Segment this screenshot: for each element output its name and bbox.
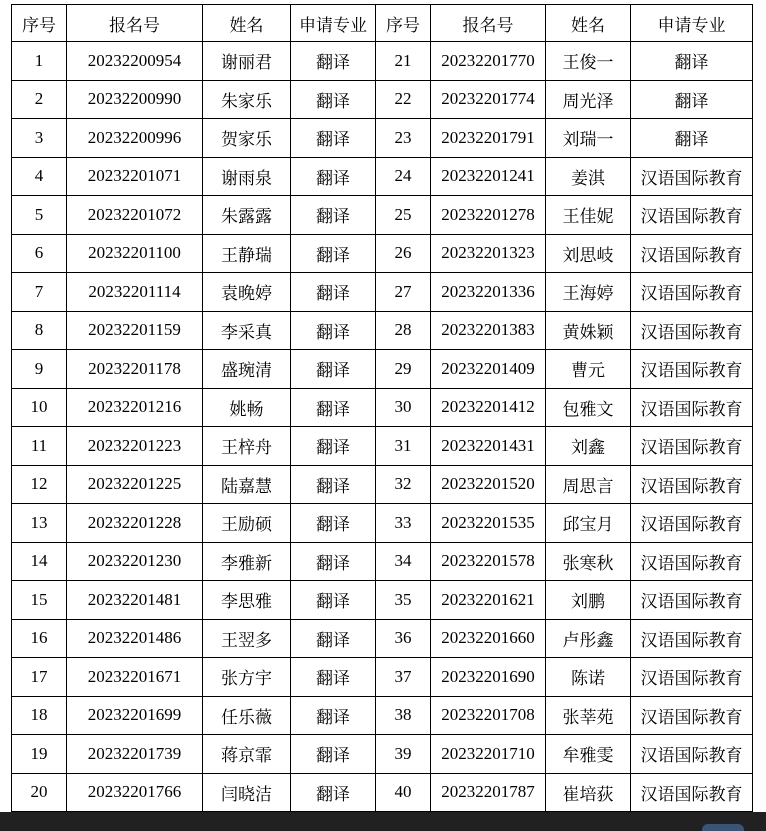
reg-cell: 20232201787 <box>431 773 546 812</box>
name-cell: 刘鹏 <box>546 581 631 620</box>
header-cell: 姓名 <box>203 5 291 42</box>
reg-cell: 20232201481 <box>67 581 203 620</box>
seq-cell: 26 <box>376 234 431 273</box>
name-cell: 崔培荻 <box>546 773 631 812</box>
major-cell: 翻译 <box>291 157 376 196</box>
reg-cell: 20232201114 <box>67 273 203 312</box>
name-cell: 王俊一 <box>546 42 631 81</box>
name-cell: 李采真 <box>203 311 291 350</box>
seq-cell: 4 <box>12 157 67 196</box>
name-cell: 姚畅 <box>203 388 291 427</box>
seq-cell: 30 <box>376 388 431 427</box>
name-cell: 朱露露 <box>203 196 291 235</box>
seq-cell: 9 <box>12 350 67 389</box>
name-cell: 张莘苑 <box>546 696 631 735</box>
name-cell: 谢雨泉 <box>203 157 291 196</box>
major-cell: 翻译 <box>291 273 376 312</box>
table-row <box>12 581 753 620</box>
name-cell: 姜淇 <box>546 157 631 196</box>
major-cell: 汉语国际教育 <box>631 696 753 735</box>
major-cell: 翻译 <box>291 619 376 658</box>
name-cell: 贺家乐 <box>203 119 291 158</box>
seq-cell: 31 <box>376 427 431 466</box>
seq-cell: 2 <box>12 80 67 119</box>
name-cell: 王静瑞 <box>203 234 291 273</box>
major-cell: 翻译 <box>291 80 376 119</box>
seq-cell: 16 <box>12 619 67 658</box>
seq-cell: 35 <box>376 581 431 620</box>
name-cell: 包雅文 <box>546 388 631 427</box>
seq-cell: 39 <box>376 735 431 774</box>
reg-cell: 20232201159 <box>67 311 203 350</box>
seq-cell: 11 <box>12 427 67 466</box>
major-cell: 翻译 <box>291 196 376 235</box>
header-row <box>12 5 753 42</box>
major-cell: 汉语国际教育 <box>631 234 753 273</box>
header-cell: 序号 <box>12 5 67 42</box>
table-row <box>12 234 753 273</box>
table-row <box>12 427 753 466</box>
major-cell: 翻译 <box>291 773 376 812</box>
table-row <box>12 696 753 735</box>
seq-cell: 20 <box>12 773 67 812</box>
table-row <box>12 350 753 389</box>
reg-cell: 20232201412 <box>431 388 546 427</box>
table-row <box>12 311 753 350</box>
reg-cell: 20232201100 <box>67 234 203 273</box>
header-cell: 报名号 <box>67 5 203 42</box>
reg-cell: 20232201071 <box>67 157 203 196</box>
major-cell: 翻译 <box>631 80 753 119</box>
major-cell: 翻译 <box>291 696 376 735</box>
seq-cell: 23 <box>376 119 431 158</box>
major-cell: 翻译 <box>291 119 376 158</box>
table-row <box>12 80 753 119</box>
header-cell: 姓名 <box>546 5 631 42</box>
reg-cell: 20232201770 <box>431 42 546 81</box>
seq-cell: 7 <box>12 273 67 312</box>
table-row <box>12 542 753 581</box>
seq-cell: 6 <box>12 234 67 273</box>
seq-cell: 3 <box>12 119 67 158</box>
seq-cell: 10 <box>12 388 67 427</box>
major-cell: 翻译 <box>291 542 376 581</box>
header-cell: 报名号 <box>431 5 546 42</box>
seq-cell: 24 <box>376 157 431 196</box>
reg-cell: 20232201228 <box>67 504 203 543</box>
table-row <box>12 504 753 543</box>
name-cell: 卢彤鑫 <box>546 619 631 658</box>
seq-cell: 27 <box>376 273 431 312</box>
major-cell: 汉语国际教育 <box>631 311 753 350</box>
table-row <box>12 658 753 697</box>
seq-cell: 40 <box>376 773 431 812</box>
name-cell: 王励硕 <box>203 504 291 543</box>
reg-cell: 20232201708 <box>431 696 546 735</box>
reg-cell: 20232201699 <box>67 696 203 735</box>
major-cell: 翻译 <box>291 465 376 504</box>
name-cell: 王佳妮 <box>546 196 631 235</box>
seq-cell: 14 <box>12 542 67 581</box>
name-cell: 李思雅 <box>203 581 291 620</box>
major-cell: 汉语国际教育 <box>631 350 753 389</box>
name-cell: 袁晚婷 <box>203 273 291 312</box>
header-cell: 序号 <box>376 5 431 42</box>
reg-cell: 20232201431 <box>431 427 546 466</box>
major-cell: 翻译 <box>291 735 376 774</box>
header-cell: 申请专业 <box>291 5 376 42</box>
reg-cell: 20232201223 <box>67 427 203 466</box>
header-cell: 申请专业 <box>631 5 753 42</box>
major-cell: 汉语国际教育 <box>631 581 753 620</box>
reg-cell: 20232201774 <box>431 80 546 119</box>
bottom-bar <box>0 812 766 831</box>
major-cell: 翻译 <box>291 234 376 273</box>
major-cell: 汉语国际教育 <box>631 735 753 774</box>
reg-cell: 20232201230 <box>67 542 203 581</box>
reg-cell: 20232201072 <box>67 196 203 235</box>
table-row <box>12 773 753 812</box>
name-cell: 牟雅雯 <box>546 735 631 774</box>
seq-cell: 34 <box>376 542 431 581</box>
name-cell: 张方宇 <box>203 658 291 697</box>
name-cell: 陈诺 <box>546 658 631 697</box>
table-row <box>12 465 753 504</box>
major-cell: 汉语国际教育 <box>631 157 753 196</box>
major-cell: 汉语国际教育 <box>631 273 753 312</box>
reg-cell: 20232201671 <box>67 658 203 697</box>
name-cell: 刘瑞一 <box>546 119 631 158</box>
name-cell: 闫晓洁 <box>203 773 291 812</box>
name-cell: 王翌多 <box>203 619 291 658</box>
name-cell: 黄姝颖 <box>546 311 631 350</box>
table-row <box>12 735 753 774</box>
seq-cell: 22 <box>376 80 431 119</box>
seq-cell: 12 <box>12 465 67 504</box>
major-cell: 翻译 <box>291 427 376 466</box>
major-cell: 汉语国际教育 <box>631 658 753 697</box>
major-cell: 汉语国际教育 <box>631 427 753 466</box>
major-cell: 翻译 <box>291 388 376 427</box>
reg-cell: 20232200990 <box>67 80 203 119</box>
reg-cell: 20232200996 <box>67 119 203 158</box>
table-row <box>12 273 753 312</box>
major-cell: 汉语国际教育 <box>631 465 753 504</box>
major-cell: 翻译 <box>631 119 753 158</box>
reg-cell: 20232201336 <box>431 273 546 312</box>
name-cell: 蒋京霏 <box>203 735 291 774</box>
seq-cell: 8 <box>12 311 67 350</box>
reg-cell: 20232201520 <box>431 465 546 504</box>
reg-cell: 20232201323 <box>431 234 546 273</box>
seq-cell: 32 <box>376 465 431 504</box>
name-cell: 朱家乐 <box>203 80 291 119</box>
name-cell: 张寒秋 <box>546 542 631 581</box>
seq-cell: 37 <box>376 658 431 697</box>
reg-cell: 20232201621 <box>431 581 546 620</box>
reg-cell: 20232201278 <box>431 196 546 235</box>
seq-cell: 21 <box>376 42 431 81</box>
name-cell: 刘思岐 <box>546 234 631 273</box>
applicants-table <box>11 4 753 812</box>
table-row <box>12 157 753 196</box>
reg-cell: 20232201710 <box>431 735 546 774</box>
seq-cell: 28 <box>376 311 431 350</box>
name-cell: 盛琬清 <box>203 350 291 389</box>
reg-cell: 20232201766 <box>67 773 203 812</box>
seq-cell: 1 <box>12 42 67 81</box>
major-cell: 翻译 <box>291 658 376 697</box>
major-cell: 翻译 <box>291 581 376 620</box>
name-cell: 王海婷 <box>546 273 631 312</box>
table-row <box>12 119 753 158</box>
table-row <box>12 619 753 658</box>
reg-cell: 20232201241 <box>431 157 546 196</box>
name-cell: 李雅新 <box>203 542 291 581</box>
name-cell: 邱宝月 <box>546 504 631 543</box>
seq-cell: 36 <box>376 619 431 658</box>
name-cell: 周光泽 <box>546 80 631 119</box>
reg-cell: 20232201216 <box>67 388 203 427</box>
reg-cell: 20232201409 <box>431 350 546 389</box>
seq-cell: 15 <box>12 581 67 620</box>
table-row <box>12 196 753 235</box>
reg-cell: 20232201660 <box>431 619 546 658</box>
seq-cell: 19 <box>12 735 67 774</box>
major-cell: 翻译 <box>631 42 753 81</box>
name-cell: 刘鑫 <box>546 427 631 466</box>
major-cell: 汉语国际教育 <box>631 196 753 235</box>
table-row <box>12 388 753 427</box>
name-cell: 任乐薇 <box>203 696 291 735</box>
seq-cell: 29 <box>376 350 431 389</box>
name-cell: 陆嘉慧 <box>203 465 291 504</box>
major-cell: 翻译 <box>291 350 376 389</box>
name-cell: 谢丽君 <box>203 42 291 81</box>
reg-cell: 20232201690 <box>431 658 546 697</box>
reg-cell: 20232201486 <box>67 619 203 658</box>
major-cell: 汉语国际教育 <box>631 504 753 543</box>
major-cell: 翻译 <box>291 504 376 543</box>
major-cell: 汉语国际教育 <box>631 388 753 427</box>
reg-cell: 20232201178 <box>67 350 203 389</box>
table-row <box>12 42 753 81</box>
reg-cell: 20232201535 <box>431 504 546 543</box>
seq-cell: 5 <box>12 196 67 235</box>
reg-cell: 20232201739 <box>67 735 203 774</box>
bottom-bar-button[interactable] <box>702 824 744 831</box>
seq-cell: 38 <box>376 696 431 735</box>
major-cell: 汉语国际教育 <box>631 773 753 812</box>
name-cell: 王梓舟 <box>203 427 291 466</box>
major-cell: 汉语国际教育 <box>631 542 753 581</box>
name-cell: 曹元 <box>546 350 631 389</box>
major-cell: 翻译 <box>291 42 376 81</box>
major-cell: 翻译 <box>291 311 376 350</box>
major-cell: 汉语国际教育 <box>631 619 753 658</box>
reg-cell: 20232201791 <box>431 119 546 158</box>
seq-cell: 18 <box>12 696 67 735</box>
name-cell: 周思言 <box>546 465 631 504</box>
table-body <box>12 42 753 812</box>
reg-cell: 20232201578 <box>431 542 546 581</box>
reg-cell: 20232201225 <box>67 465 203 504</box>
seq-cell: 25 <box>376 196 431 235</box>
seq-cell: 33 <box>376 504 431 543</box>
reg-cell: 20232201383 <box>431 311 546 350</box>
reg-cell: 20232200954 <box>67 42 203 81</box>
seq-cell: 17 <box>12 658 67 697</box>
seq-cell: 13 <box>12 504 67 543</box>
